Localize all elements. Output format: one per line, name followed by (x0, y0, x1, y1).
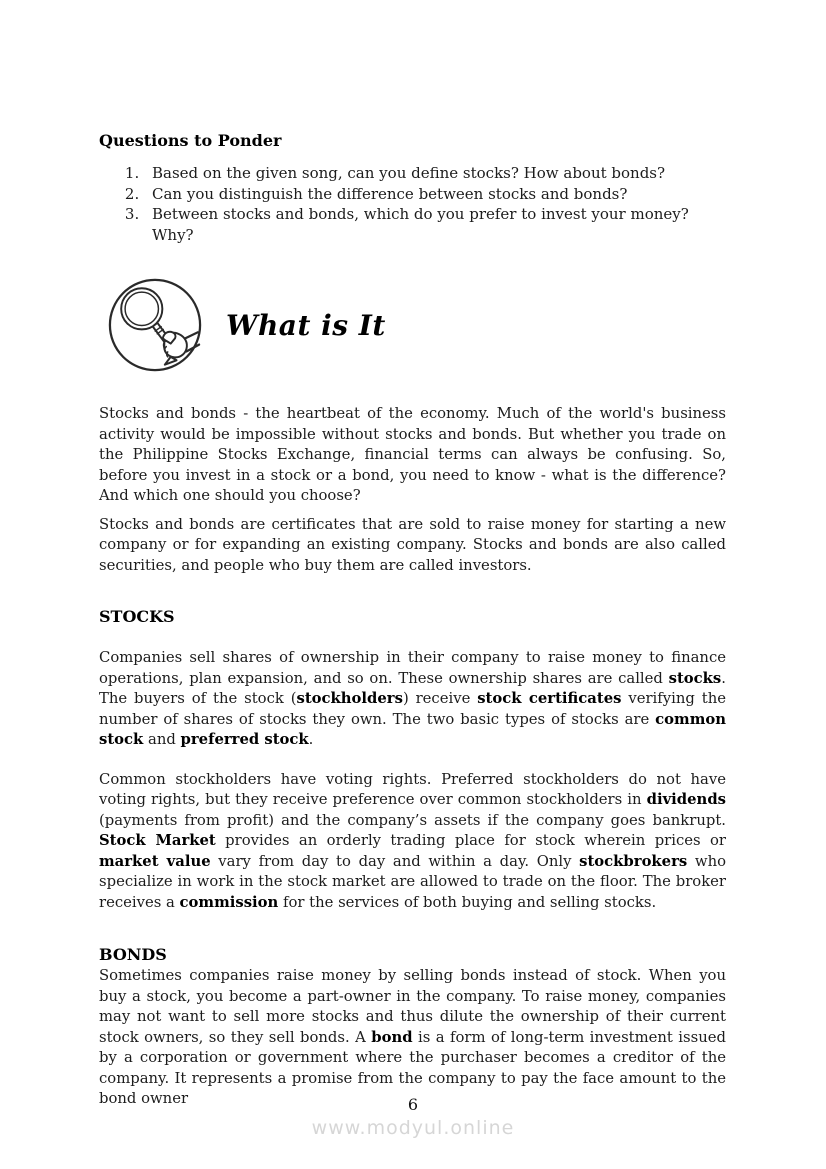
intro-paragraph-1: Stocks and bonds - the heartbeat of the economy. Much of the world's business activity would be impossible without stocks and bonds. But whether you trade on the Philippine Stocks Exchange, financial terms can always be confusing. So, before you invest in a stock or a bond, you need to know - what is the difference? And which one should you choose? (99, 405, 726, 504)
stocks-paragraph-2: Common stockholders have voting rights. Preferred stockholders do not have voting rights, but they receive preference over common stockholders in dividends (payments from profit) and the company’s assets if the company goes bankrupt. Stock Market provides an orderly trading place for stock wherein prices or market value vary from day to day and within a day. Only stockbrokers who specialize in work in the stock market are allowed to trade on the floor. The broker receives a commission for the services of both buying and selling stocks. (99, 770, 727, 911)
page-content (99, 0, 726, 1110)
bonds-heading: BONDS (99, 945, 167, 964)
question-item-2: 2. Can you distinguish the difference between stocks and bonds? (144, 184, 726, 205)
stocks-paragraph-1: Companies sell shares of ownership in their company to raise money to finance operations, plan expansion, and so on. These ownership shares are called stocks. The buyers of the stock (stockholders) receive stock certificates verifying the number of shares of stocks they own. The two basic types of stocks are common stock and preferred stock. (99, 649, 726, 748)
intro-paragraph-2: Stocks and bonds are certificates that are sold to raise money for starting a new company or for expanding an existing company. Stocks and bonds are also called securities, and people who buy them are called investors. (99, 515, 726, 574)
bonds-paragraph-1: Sometimes companies raise money by selling bonds instead of stock. When you buy a stock, you become a part-owner in the company. To raise money, companies may not want to sell more stocks and thus dilute the ownership of their current stock owners, so they sell bonds. A bond is a form of long-term investment issued by a corporation or government where the purchaser becomes a creditor of the company. It represents a promise from the company to pay the face amount to the bond owner (99, 967, 726, 1107)
page-footer (0, 1095, 826, 1139)
questions-to-ponder-heading: Questions to Ponder (99, 131, 282, 150)
magnifying-glass-in-hand-icon (106, 276, 204, 374)
what-is-it-header (99, 276, 726, 374)
page-number: 6 (407, 1095, 419, 1114)
question-item-3: 3. Between stocks and bonds, which do you prefer to invest your money? Why? (144, 204, 726, 245)
questions-list (99, 163, 726, 245)
stocks-heading: STOCKS (99, 607, 175, 626)
watermark-url: www.modyul.online (311, 1117, 515, 1139)
what-is-it-title: What is It (226, 308, 386, 342)
question-item-1: 1. Based on the given song, can you define stocks? How about bonds? (144, 163, 726, 184)
